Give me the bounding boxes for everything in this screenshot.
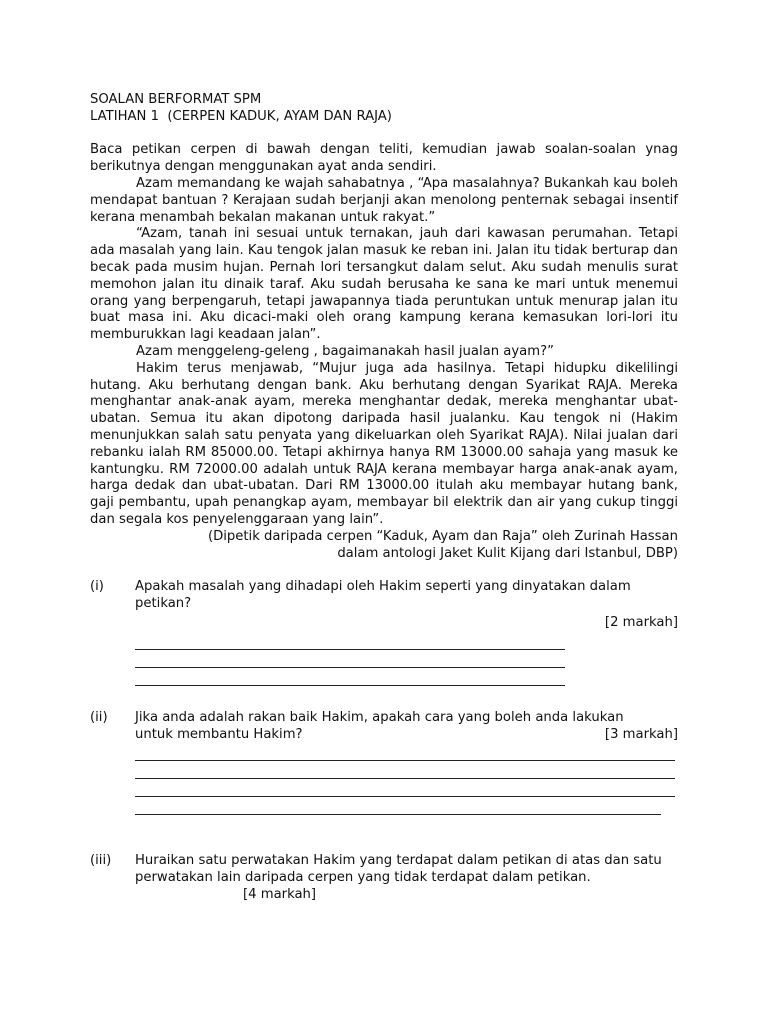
document-subtitle: LATIHAN 1 (CERPEN KADUK, AYAM DAN RAJA) — [90, 108, 392, 124]
question-body — [135, 853, 678, 903]
question-2 — [90, 710, 678, 816]
document-title: SOALAN BERFORMAT SPM — [90, 92, 262, 107]
attribution-line: dalam antologi Jaket Kulit Kijang dari Istanbul, DBP) — [337, 545, 678, 561]
answer-lines — [135, 743, 678, 815]
question-body — [135, 579, 678, 685]
answer-line[interactable] — [135, 668, 565, 686]
answer-lines — [135, 632, 678, 686]
question-text: untuk membantu Hakim? — [135, 726, 303, 742]
question-text: Jika anda adalah rakan baik Hakim, apakah cara yang boleh anda lakukan — [135, 709, 624, 725]
attribution-line: (Dipetik daripada cerpen “Kaduk, Ayam dan Raja” oleh Zurinah Hassan — [207, 528, 678, 544]
question-3 — [90, 853, 678, 903]
question-text: Huraikan satu perwatakan Hakim yang terdapat dalam petikan di atas dan satu perwatakan lain daripada cerpen yang tidak terdapat dalam petikan. — [135, 853, 662, 886]
document-content — [90, 92, 678, 904]
question-text: Apakah masalah yang dihadapi oleh Hakim seperti yang dinyatakan dalam petikan? — [135, 579, 631, 612]
answer-line[interactable] — [135, 797, 661, 815]
answer-line[interactable] — [135, 650, 565, 668]
question-number: (ii) — [90, 709, 108, 725]
passage-paragraph: Azam menggeleng-geleng , bagaimanakah hasil jualan ayam?” — [136, 343, 554, 359]
question-body — [135, 710, 678, 816]
passage-paragraph: Hakim terus menjawab, “Mujur juga ada hasilnya. Tetapi hidupku dikelilingi hutang. Aku berhutang dengan bank. Aku berhutang dengan Syarikat RAJA. Mereka menghantar anak-anak ayam, mereka menghantar dedak, mereka menghantar ubat-ubatan. Semua itu akan dipotong daripada hasil jualanku. Kau tengok ni (Hakim menunjukkan salah satu penyata yang dikeluarkan oleh Syarikat RAJA). Nilai jualan dari rebanku ialah RM 85000.00. Tetapi akhirnya hanya RM 13000.00 sahaja yang masuk ke kantungku. RM 72000.00 adalah untuk RAJA kerana membayar harga anak-anak ayam, harga dedak dan ubat-ubatan. Dari RM 13000.00 itulah aku membayar hutang bank, gaji pembantu, upah penangkap ayam, membayar bil elektrik dan air yang cukup tinggi dan segala kos penyelenggaraan yang lain”. — [90, 360, 678, 527]
answer-line[interactable] — [135, 743, 675, 761]
answer-line[interactable] — [135, 779, 675, 797]
passage-instruction: Baca petikan cerpen di bawah dengan teliti, kemudian jawab soalan-soalan ynag berikutnya dengan menggunakan ayat anda sendiri. — [90, 142, 678, 175]
passage-paragraph: “Azam, tanah ini sesuai untuk ternakan, jauh dari kawasan perumahan. Tetapi ada masalah yang lain. Kau tengok jalan masuk ke reban ini. Jalan itu tidak berturap dan becak pada musim hujan. Pernah lori tersangkut dalam selut. Aku sudah menulis surat memohon jalan itu dinaik taraf. Aku sudah berusaha ke sana ke mari untuk menemui orang yang berpengaruh, tetapi jawapannya tiada peruntukan untuk menurap jalan itu buat masa ini. Aku dicaci-maki oleh orang kampung kerana kemasukan lori-lori itu memburukkan lagi keadaan jalan”. — [90, 226, 678, 343]
answer-line[interactable] — [135, 632, 565, 650]
question-text-line — [135, 727, 678, 744]
passage-paragraph: Azam memandang ke wajah sahabatnya , “Apa masalahnya? Bukankah kau boleh mendapat bantuan ? Kerajaan sudah berjanji akan menolong penternak sebagai insentif kerana menambah bekalan makanan untuk rakyat.” — [90, 175, 678, 225]
question-marks: [4 markah] — [243, 886, 317, 902]
question-number: (i) — [90, 579, 104, 595]
question-number: (iii) — [90, 853, 112, 869]
question-1 — [90, 579, 678, 685]
question-marks: [3 markah] — [604, 726, 678, 742]
question-marks: [2 markah] — [604, 614, 678, 630]
answer-line[interactable] — [135, 761, 675, 779]
heading-block — [90, 92, 678, 126]
